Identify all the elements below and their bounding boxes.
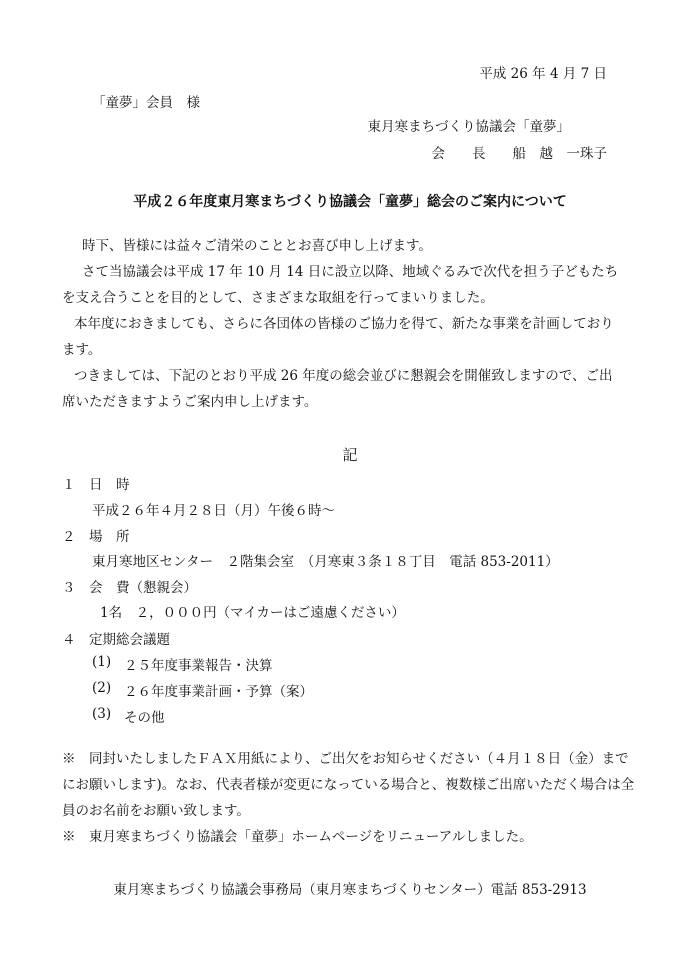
note-fax-rsvp: ※ 同封いたしましたＦＡＸ用紙により、ご出欠をお知らせください（４月１８日（金）までにお願いします)。なお、代表者様が変更になっている場合と、複数様ご出席いただく場合は全員のお名前をお願い致します。 — [62, 751, 635, 819]
agenda-item-1-number: (1) — [92, 654, 112, 670]
body-paragraph-3: 本年度におきましても、さらに各団体の皆様のご協力を得て、新たな事業を計画しております。 — [62, 316, 614, 358]
agenda-item-2-text: ２６年度事業計画・予算（案） — [124, 684, 313, 700]
sender-name: 会 長 船 越 一珠子 — [431, 146, 607, 162]
document-title: 平成２６年度東月寒まちづくり協議会「童夢」総会のご案内について — [133, 194, 567, 210]
body-paragraph-4: つきましては、下記のとおり平成 26 年度の総会並びに懇親会を開催致しますので、ご出席いただきますようご案内申し上げます。 — [62, 368, 613, 410]
note-homepage: ※ 東月寒まちづくり協議会「童夢」ホームページをリニューアルしました。 — [62, 829, 533, 845]
item-place-value: 東月寒地区センター ２階集会室 （月寒東３条１８丁目 電話 853-2011） — [92, 554, 559, 570]
item-date-value: 平成２６年４月２８日（月）午後６時～ — [92, 503, 335, 519]
footer-contact: 東月寒まちづくり協議会事務局（東月寒まちづくりセンター）電話 853-2913 — [113, 882, 587, 898]
body-paragraph-1: 時下、皆様には益々ご清栄のこととお喜び申し上げます。 — [82, 238, 432, 254]
item-fee-label: ３ 会 費（懇親会） — [62, 580, 197, 596]
item-place-label: ２ 場 所 — [62, 529, 130, 545]
item-date-label: １ 日 時 — [62, 477, 130, 493]
agenda-item-3-text: その他 — [124, 710, 165, 726]
item-agenda-label: ４ 定期総会議題 — [62, 632, 170, 648]
body-paragraph-2: さて当協議会は平成 17 年 10 月 14 日に設立以降、地域ぐるみで次代を担う子どもたちを支え合うことを目的として、さまざまな取組を行ってまいりました。 — [62, 264, 619, 306]
agenda-item-3-number: (3) — [92, 706, 112, 722]
ki-heading: 記 — [342, 446, 358, 464]
addressee: 「童夢」会員 様 — [92, 95, 200, 111]
agenda-item-2-number: (2) — [92, 680, 112, 696]
sender-organization: 東月寒まちづくり協議会「童夢」 — [367, 119, 570, 135]
agenda-item-1-text: ２５年度事業報告・決算 — [124, 658, 273, 674]
document-date: 平成 26 年 4 月 7 日 — [479, 66, 607, 82]
item-fee-value: 1名 ２，０００円（マイカーはご遠慮ください） — [100, 605, 405, 621]
